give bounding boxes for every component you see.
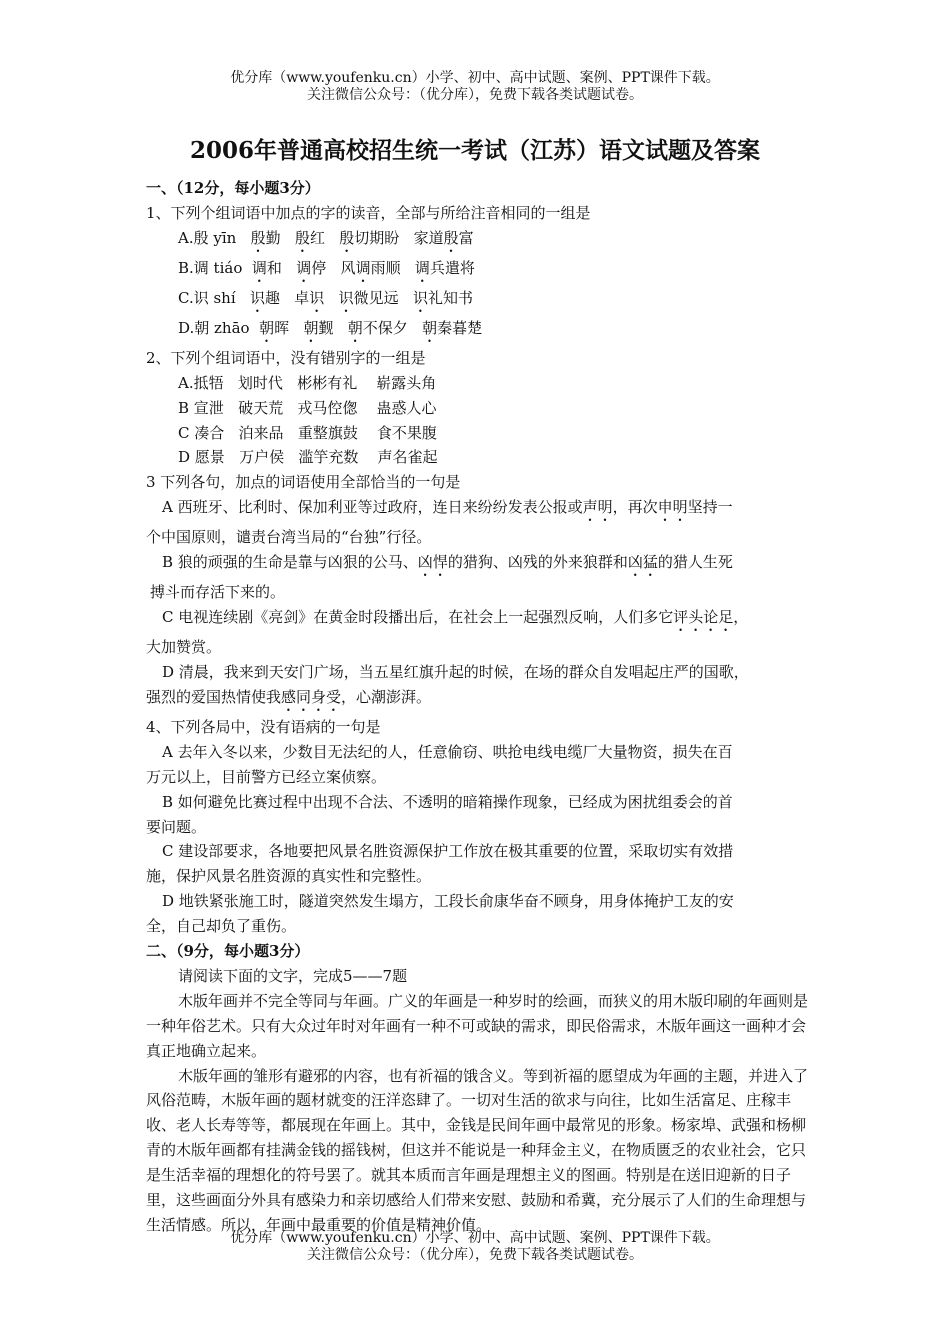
- document-body: [146, 176, 814, 1238]
- page-title: 2006年普通高校招生统一考试（江苏）语文试题及答案: [189, 137, 760, 164]
- header-line-2: 关注微信公众号：（优分库），免费下载各类试题试卷。: [307, 87, 643, 103]
- question-4-option-b-line-2: 要问题。: [146, 817, 207, 836]
- question-2-stem: 2、下列个组词语中，没有错别字的一组是: [146, 348, 426, 367]
- question-4-option-a-line-1: A 去年入冬以来，少数目无法纪的人，任意偷窃、哄抢电线电缆厂大量物资，损失在百: [162, 742, 733, 761]
- question-4-option-a-line-2: 万元以上，目前警方已经立案侦察。: [146, 767, 387, 786]
- page-footer: [0, 1230, 950, 1264]
- question-4-option-c-line-1: C 建设部要求，各地要把风景名胜资源保护工作放在极其重要的位置，采取切实有效措: [162, 842, 734, 861]
- question-3-option-d-line-2: 强烈的爱国热情使我感同身受，心潮澎湃。: [146, 687, 432, 706]
- header-line-1: 优分库（www.youfenku.cn）小学、初中、高中试题、案例、PPT课件下载。: [230, 70, 720, 86]
- question-3-stem: 3 下列各句，加点的词语使用全部恰当的一句是: [146, 473, 461, 492]
- footer-line-2: 关注微信公众号：（优分库），免费下载各类试题试卷。: [307, 1247, 643, 1263]
- question-2-option-b: B 宣泄 破天荒 戎马倥偬 蛊惑人心: [178, 398, 437, 417]
- question-4-option-d-line-2: 全，自己却负了重伤。: [146, 917, 297, 936]
- question-3-option-a-line-1: A 西班牙、比利时、保加利亚等过政府，连日来纷纷发表公报或声明，再次申明坚持一: [162, 498, 733, 517]
- question-3-option-b-line-2: 搏斗而存活下来的。: [150, 583, 286, 602]
- question-4-option-c-line-2: 施，保护风景名胜资源的真实性和完整性。: [146, 867, 432, 886]
- question-3-option-b-line-1: B 狼的顽强的生命是靠与凶狠的公马、凶悍的猎狗、凶残的外来狼群和凶猛的猎人生死: [162, 553, 733, 572]
- question-4-option-d-line-1: D 地铁紧张施工时，隧道突然发生塌方，工段长俞康华奋不顾身，用身体掩护工友的安: [162, 892, 734, 911]
- question-2-option-c: C 凑合 泊来品 重整旗鼓 食不果腹: [178, 423, 437, 442]
- question-1-option-d: D.朝 zhāo 朝晖 朝觐 朝不保夕 朝秦暮楚: [178, 318, 483, 337]
- reading-paragraph-1: 木版年画并不完全等同与年画。广义的年画是一种岁时的绘画，而狭义的用木版印刷的年画则是一种年俗艺术。只有大众过年时对年画有一种不可或缺的需求，即民俗需求，木版年画这一画种才会真正地确立起来。: [146, 991, 809, 1060]
- question-2-option-d: D 愿景 万户侯 滥竽充数 声名雀起: [178, 448, 438, 467]
- question-3-option-c-line-2: 大加赞赏。: [146, 638, 222, 657]
- question-1-option-c: C.识 shí 识趣 卓识 识微见远 识礼知书: [178, 288, 473, 307]
- question-1-option-a: A.殷 yīn 殷勤 殷红 殷切期盼 家道殷富: [178, 228, 474, 247]
- question-4-option-b-line-1: B 如何避免比赛过程中出现不合法、不透明的暗箱操作现象，已经成为困扰组委会的首: [162, 792, 733, 811]
- question-1-option-b: B.调 tiáo 调和 调停 风调雨顺 调兵遣将: [178, 258, 475, 277]
- section-2-heading: 二、（9分，每小题3分）: [146, 942, 310, 961]
- reading-instruction: 请阅读下面的文字，完成5——7题: [178, 966, 408, 985]
- question-3-option-a-line-2: 个中国原则，谴责台湾当局的“台独”行径。: [146, 528, 432, 547]
- page-header: [0, 70, 950, 104]
- question-3-option-d-line-1: D 清晨，我来到天安门广场，当五星红旗升起的时候，在场的群众自发唱起庄严的国歌，: [162, 662, 749, 681]
- footer-line-1: 优分库（www.youfenku.cn）小学、初中、高中试题、案例、PPT课件下载。: [230, 1230, 720, 1246]
- question-2-option-a: A.抵牾 划时代 彬彬有礼 崭露头角: [178, 373, 437, 392]
- question-1-stem: 1、下列个组词语中加点的字的读音，全部与所给注音相同的一组是: [146, 203, 591, 222]
- question-4-stem: 4、下列各局中，没有语病的一句是: [146, 717, 381, 736]
- section-1-heading: 一、（12分，每小题3分）: [146, 179, 320, 197]
- reading-paragraph-2: 木版年画的雏形有避邪的内容，也有祈福的饿含义。等到祈福的愿望成为年画的主题，并进入了风俗范畴，木版年画的题材就变的汪洋恣肆了。一切对生活的欲求与向往，比如生活富足、庄稼丰收、老人长寿等等，都展现在年画上。其中，金钱是民间年画中最常见的形象。杨家埠、武强和杨柳青的木版年画都有挂满金钱的摇钱树，但这并不能说是一种拜金主义，在物质匮乏的农业社会，它只是生活幸福的理想化的符号罢了。就其本质而言年画是理想主义的图画。特别是在送旧迎新的日子里，这些画面分外具有感染力和亲切感给人们带来安慰、鼓励和希冀，充分展示了人们的生命理想与生活情感。所以，年画中最重要的价值是精神价值。: [146, 1066, 809, 1234]
- question-3-option-c-line-1: C 电视连续剧《亮剑》在黄金时段播出后，在社会上一起强烈反响，人们多它评头论足，: [162, 608, 749, 627]
